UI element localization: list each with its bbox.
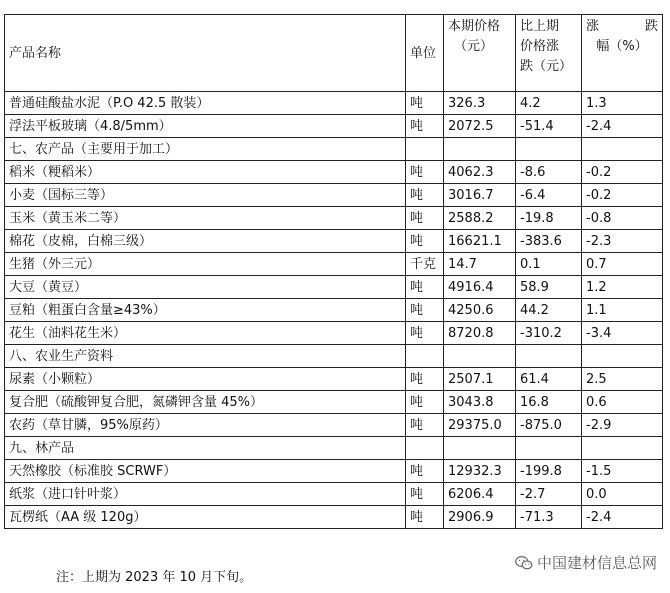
pct-change-cell: -3.4 [582, 322, 663, 345]
price-change-cell: -8.6 [516, 161, 582, 184]
product-name-cell: 豆粕（粗蛋白含量≥43%） [5, 299, 406, 322]
watermark [512, 552, 660, 573]
product-name-cell: 农药（草甘膦，95%原药） [5, 414, 406, 437]
unit-cell: 吨 [406, 115, 444, 138]
current-price-cell: 16621.1 [444, 230, 516, 253]
empty-cell [516, 345, 582, 368]
table-row [5, 161, 663, 184]
pct-change-cell: 1.2 [582, 276, 663, 299]
pct-change-cell: 1.1 [582, 299, 663, 322]
table-row [5, 207, 663, 230]
pct-change-cell: -2.3 [582, 230, 663, 253]
current-price-cell: 326.3 [444, 92, 516, 115]
unit-cell: 吨 [406, 230, 444, 253]
header-pct-char2: 跌 [644, 19, 658, 34]
empty-cell [406, 138, 444, 161]
price-change-cell: -6.4 [516, 184, 582, 207]
product-name-cell: 稻米（粳稻米） [5, 161, 406, 184]
header-pct-change [582, 15, 663, 92]
header-current-price [444, 15, 516, 92]
current-price-cell: 2588.2 [444, 207, 516, 230]
watermark-text: 中国建材信息总网 [536, 554, 657, 572]
unit-cell: 吨 [406, 368, 444, 391]
unit-cell: 吨 [406, 92, 444, 115]
product-name-cell: 花生（油料花生米） [5, 322, 406, 345]
header-row [5, 15, 663, 92]
product-name-cell: 小麦（国标三等） [5, 184, 406, 207]
unit-cell: 吨 [406, 161, 444, 184]
empty-cell [406, 345, 444, 368]
current-price-cell: 12932.3 [444, 460, 516, 483]
pct-change-cell: -1.5 [582, 460, 663, 483]
header-pct-line2: 幅（%） [596, 39, 648, 54]
table-body [5, 92, 663, 529]
price-change-cell: -51.4 [516, 115, 582, 138]
unit-cell: 吨 [406, 207, 444, 230]
pct-change-cell: 1.3 [582, 92, 663, 115]
table-row [5, 391, 663, 414]
header-price-change [516, 15, 582, 92]
pct-change-cell: -2.4 [582, 115, 663, 138]
current-price-cell: 4062.3 [444, 161, 516, 184]
header-price-change-line2: 价格涨 [520, 39, 560, 54]
table-row [5, 299, 663, 322]
product-name-cell: 纸浆（进口针叶浆） [5, 483, 406, 506]
current-price-cell: 2507.1 [444, 368, 516, 391]
current-price-cell: 14.7 [444, 253, 516, 276]
table-row [5, 184, 663, 207]
unit-cell: 吨 [406, 276, 444, 299]
table-row [5, 460, 663, 483]
category-name: 七、农产品（主要用于加工） [5, 138, 406, 161]
table-row [5, 115, 663, 138]
empty-cell [582, 437, 663, 460]
pct-change-cell: -2.4 [582, 506, 663, 529]
empty-cell [444, 345, 516, 368]
current-price-cell: 4916.4 [444, 276, 516, 299]
unit-cell: 千克 [406, 253, 444, 276]
price-change-cell: 44.2 [516, 299, 582, 322]
price-change-cell: -383.6 [516, 230, 582, 253]
current-price-cell: 29375.0 [444, 414, 516, 437]
product-name-cell: 普通硅酸盐水泥（P.O 42.5 散装） [5, 92, 406, 115]
price-change-cell: -71.3 [516, 506, 582, 529]
product-name-cell: 生猪（外三元） [5, 253, 406, 276]
table-row [5, 506, 663, 529]
product-name-cell: 天然橡胶（标准胶 SCRWF） [5, 460, 406, 483]
price-change-cell: -19.8 [516, 207, 582, 230]
unit-cell: 吨 [406, 322, 444, 345]
category-name: 九、林产品 [5, 437, 406, 460]
table-row [5, 483, 663, 506]
price-change-cell: -199.8 [516, 460, 582, 483]
table-row [5, 276, 663, 299]
product-name-cell: 尿素（小颗粒） [5, 368, 406, 391]
unit-cell: 吨 [406, 506, 444, 529]
pct-change-cell: 0.7 [582, 253, 663, 276]
empty-cell [406, 437, 444, 460]
product-name-cell: 棉花（皮棉，白棉三级） [5, 230, 406, 253]
pct-change-cell: -2.9 [582, 414, 663, 437]
unit-cell: 吨 [406, 299, 444, 322]
footnote: 注：上期为 2023 年 10 月下旬。 [56, 570, 253, 585]
empty-cell [516, 437, 582, 460]
product-name-cell: 大豆（黄豆） [5, 276, 406, 299]
unit-cell: 吨 [406, 483, 444, 506]
price-change-cell: -2.7 [516, 483, 582, 506]
price-change-cell: 61.4 [516, 368, 582, 391]
wechat-icon [515, 555, 533, 571]
table-row [5, 92, 663, 115]
header-pct-line1 [586, 17, 658, 37]
pct-change-cell: 0.0 [582, 483, 663, 506]
empty-cell [516, 138, 582, 161]
price-change-cell: -875.0 [516, 414, 582, 437]
current-price-cell: 4250.6 [444, 299, 516, 322]
current-price-cell: 2072.5 [444, 115, 516, 138]
price-change-cell: 0.1 [516, 253, 582, 276]
pct-change-cell: -0.8 [582, 207, 663, 230]
pct-change-cell: -0.2 [582, 184, 663, 207]
table-row [5, 253, 663, 276]
header-current-price-line2: （元） [454, 39, 494, 54]
price-change-cell: 4.2 [516, 92, 582, 115]
product-name-cell: 瓦楞纸（AA 级 120g） [5, 506, 406, 529]
category-row [5, 437, 663, 460]
category-name: 八、农业生产资料 [5, 345, 406, 368]
pct-change-cell: 2.5 [582, 368, 663, 391]
current-price-cell: 3043.8 [444, 391, 516, 414]
header-current-price-line1: 本期价格 [448, 19, 501, 34]
header-unit: 单位 [406, 15, 444, 92]
header-pct-char1: 涨 [586, 19, 600, 34]
product-name-cell: 浮法平板玻璃（4.8/5mm） [5, 115, 406, 138]
product-name-cell: 复合肥（硫酸钾复合肥，氮磷钾含量 45%） [5, 391, 406, 414]
current-price-cell: 8720.8 [444, 322, 516, 345]
product-name-cell: 玉米（黄玉米二等） [5, 207, 406, 230]
table-row [5, 230, 663, 253]
table-row [5, 368, 663, 391]
price-change-cell: 58.9 [516, 276, 582, 299]
price-change-cell: -310.2 [516, 322, 582, 345]
header-price-change-line3: 跌（元） [520, 59, 573, 74]
header-product-name: 产品名称 [5, 15, 406, 92]
table-row [5, 322, 663, 345]
table-row [5, 414, 663, 437]
empty-cell [444, 138, 516, 161]
unit-cell: 吨 [406, 391, 444, 414]
category-row [5, 345, 663, 368]
price-change-cell: 16.8 [516, 391, 582, 414]
unit-cell: 吨 [406, 414, 444, 437]
unit-cell: 吨 [406, 184, 444, 207]
current-price-cell: 2906.9 [444, 506, 516, 529]
current-price-cell: 6206.4 [444, 483, 516, 506]
header-price-change-line1: 比上期 [520, 19, 560, 34]
category-row [5, 138, 663, 161]
current-price-cell: 3016.7 [444, 184, 516, 207]
empty-cell [444, 437, 516, 460]
price-table [4, 14, 663, 529]
empty-cell [582, 345, 663, 368]
unit-cell: 吨 [406, 460, 444, 483]
pct-change-cell: 0.6 [582, 391, 663, 414]
pct-change-cell: -0.2 [582, 161, 663, 184]
empty-cell [582, 138, 663, 161]
